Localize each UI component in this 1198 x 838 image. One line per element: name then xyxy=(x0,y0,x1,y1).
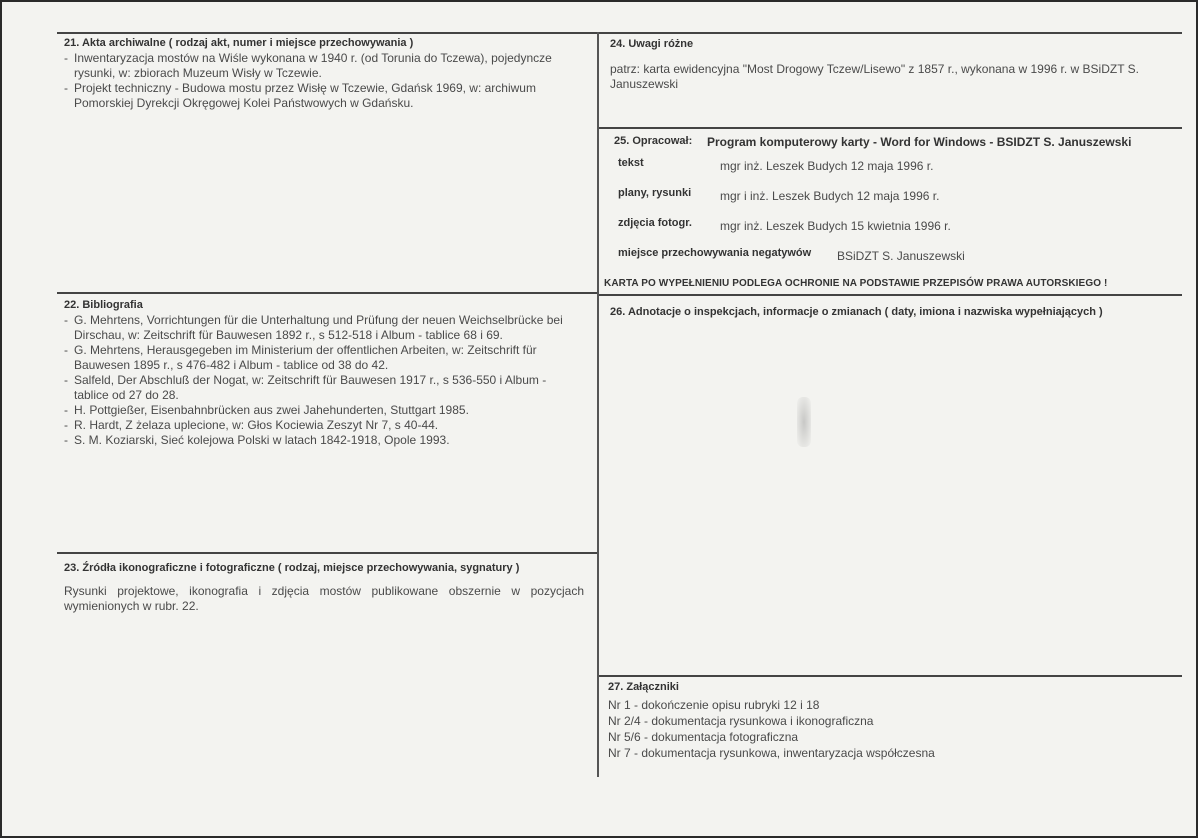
section-attachments xyxy=(608,680,1178,761)
attachments-list xyxy=(608,697,1178,761)
section-iconographic-sources xyxy=(64,561,584,614)
section-inspections xyxy=(610,305,1180,320)
section-archival-records xyxy=(64,36,584,111)
prepared-by-label: 25. Opracował: xyxy=(614,135,693,147)
divider-25-26 xyxy=(599,294,1182,296)
section-remarks xyxy=(610,37,1175,92)
photos-author: mgr inż. Leszek Budych 15 kwietnia 1996 r. xyxy=(720,219,951,233)
remarks-text: patrz: karta ewidencyjna "Most Drogowy Tczew/Lisewo" z 1857 r., wykonana w 1996 r. w BSiDZT S. Januszewski xyxy=(610,62,1139,91)
negatives-label: miejsce przechowywania negatywów xyxy=(618,247,812,259)
section-title: 23. Źródła ikonograficzne i fotograficzne ( rodzaj, miejsce przechowywania, sygnatury ) xyxy=(64,562,520,574)
divider-22-23 xyxy=(57,552,597,554)
bibliography-list xyxy=(64,313,574,448)
list-item: Nr 1 - dokończenie opisu rubryki 12 i 18 xyxy=(608,698,820,712)
list-item: - Projekt techniczny - Budowa mostu przez Wisłę w Tczewie, Gdańsk 1969, w: archiwum Pomorskiej Dyrekcji Okręgowej Kolei Państwowych w Gdańsku. xyxy=(64,81,584,111)
divider-21-22 xyxy=(57,292,597,294)
divider-26-27 xyxy=(599,675,1182,677)
list-item: - R. Hardt, Z żelaza uplecione, w: Głos Kociewia Zeszyt Nr 7, s 40-44. xyxy=(64,418,574,433)
section-bibliography xyxy=(64,298,574,448)
list-item: Nr 2/4 - dokumentacja rysunkowa i ikonograficzna xyxy=(608,714,874,728)
list-item: - H. Pottgießer, Eisenbahnbrücken aus zwei Jahehunderten, Stuttgart 1985. xyxy=(64,403,574,418)
photos-label: zdjęcia fotogr. xyxy=(618,217,692,229)
divider-top-left xyxy=(57,32,597,34)
text-label: tekst xyxy=(618,157,644,169)
negatives-location: BSiDZT S. Januszewski xyxy=(837,249,965,263)
divider-top-right xyxy=(599,32,1182,34)
text-author: mgr inż. Leszek Budych 12 maja 1996 r. xyxy=(720,159,934,173)
section-title: 26. Adnotacje o inspekcjach, informacje o zmianach ( daty, imiona i nazwiska wypełniających ) xyxy=(610,306,1103,318)
list-item: - Inwentaryzacja mostów na Wiśle wykonana w 1940 r. (od Torunia do Tczewa), pojedyncze rysunki, w: zbiorach Muzeum Wisły w Tczewie. xyxy=(64,51,584,81)
list-item: - G. Mehrtens, Herausgegeben im Ministerium der offentlichen Arbeiten, w: Zeitschrift für Bauwesen 1895 r., s 476-482 i Album - tablice od 38 do 42. xyxy=(64,343,574,373)
section-title: 22. Bibliografia xyxy=(64,299,143,311)
program-info: Program komputerowy karty - Word for Windows - BSIDZT S. Januszewski xyxy=(707,135,1132,149)
section-title: 21. Akta archiwalne ( rodzaj akt, numer i miejsce przechowywania ) xyxy=(64,37,414,49)
list-item: Nr 7 - dokumentacja rysunkowa, inwentaryzacja współczesna xyxy=(608,746,935,760)
list-item: - Salfeld, Der Abschluß der Nogat, w: Zeitschrift für Bauwesen 1917 r., s 536-550 i Album - tablice od 27 do 28. xyxy=(64,373,574,403)
section-title: 27. Załączniki xyxy=(608,681,679,693)
copyright-warning: KARTA PO WYPEŁNIENIU PODLEGA OCHRONIE NA PODSTAWIE PRZEPISÓW PRAWA AUTORSKIEGO ! xyxy=(604,278,1108,289)
iconographic-text: Rysunki projektowe, ikonografia i zdjęcia mostów publikowane obszernie w pozycjach wymienionych w rubr. 22. xyxy=(64,584,584,613)
drawings-label: plany, rysunki xyxy=(618,187,692,199)
divider-center xyxy=(597,32,599,777)
list-item: - S. M. Koziarski, Sieć kolejowa Polski w latach 1842-1918, Opole 1993. xyxy=(64,433,574,448)
list-item: - G. Mehrtens, Vorrichtungen für die Unterhaltung und Prüfung der neuen Weichselbrücke bei Dirschau, w: Zeitschrift für Bauwesen 1892 r., s 512-518 i Album - tablice 68 i 69. xyxy=(64,313,574,343)
list-item: Nr 5/6 - dokumentacja fotograficzna xyxy=(608,730,799,744)
archival-list xyxy=(64,51,584,111)
divider-24-25 xyxy=(599,127,1182,129)
drawings-author: mgr i inż. Leszek Budych 12 maja 1996 r. xyxy=(720,189,940,203)
paper-smudge xyxy=(797,397,811,447)
section-title: 24. Uwagi różne xyxy=(610,38,694,50)
